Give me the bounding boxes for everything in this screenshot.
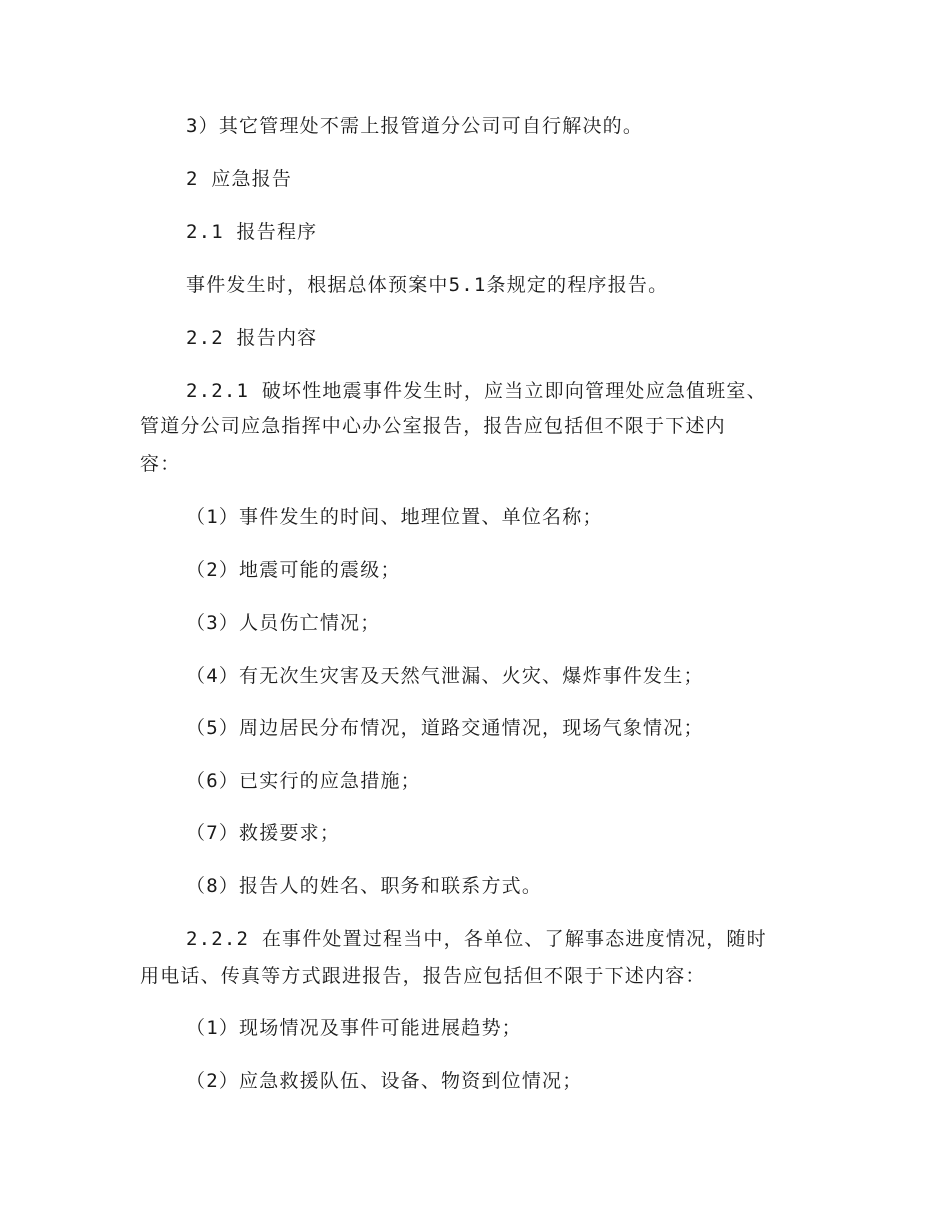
list-item: （4）有无次生灾害及天然气泄漏、火灾、爆炸事件发生；	[186, 665, 704, 687]
paragraph-line: 管道分公司应急指挥中心办公室报告，报告应包括但不限于下述内	[140, 415, 726, 437]
subsection-heading: 2.2 报告内容	[186, 327, 318, 349]
paragraph-line: 3）其它管理处不需上报管道分公司可自行解决的。	[186, 115, 644, 137]
paragraph-line: 容：	[140, 453, 181, 475]
paragraph-line: 2.2.1 破坏性地震事件发生时，应当立即向管理处应急值班室、	[186, 380, 767, 402]
paragraph-line: 2.2.2 在事件处置过程当中，各单位、了解事态进度情况，随时	[186, 928, 767, 950]
paragraph-line: 用电话、传真等方式跟进报告，报告应包括但不限于下述内容：	[140, 965, 706, 987]
section-heading: 2 应急报告	[186, 168, 293, 190]
list-item: （3）人员伤亡情况；	[186, 612, 381, 634]
list-item: （7）救援要求；	[186, 822, 341, 844]
list-item: （5）周边居民分布情况，道路交通情况，现场气象情况；	[186, 717, 704, 739]
list-item: （1）现场情况及事件可能进展趋势；	[186, 1017, 522, 1039]
list-item: （1）事件发生的时间、地理位置、单位名称；	[186, 506, 603, 528]
list-item: （2）应急救援队伍、设备、物资到位情况；	[186, 1070, 583, 1092]
list-item: （6）已实行的应急措施；	[186, 770, 421, 792]
subsection-heading: 2.1 报告程序	[186, 221, 318, 243]
list-item: （8）报告人的姓名、职务和联系方式。	[186, 875, 543, 897]
paragraph-line: 事件发生时，根据总体预案中5.1条规定的程序报告。	[186, 274, 669, 296]
list-item: （2）地震可能的震级；	[186, 559, 401, 581]
